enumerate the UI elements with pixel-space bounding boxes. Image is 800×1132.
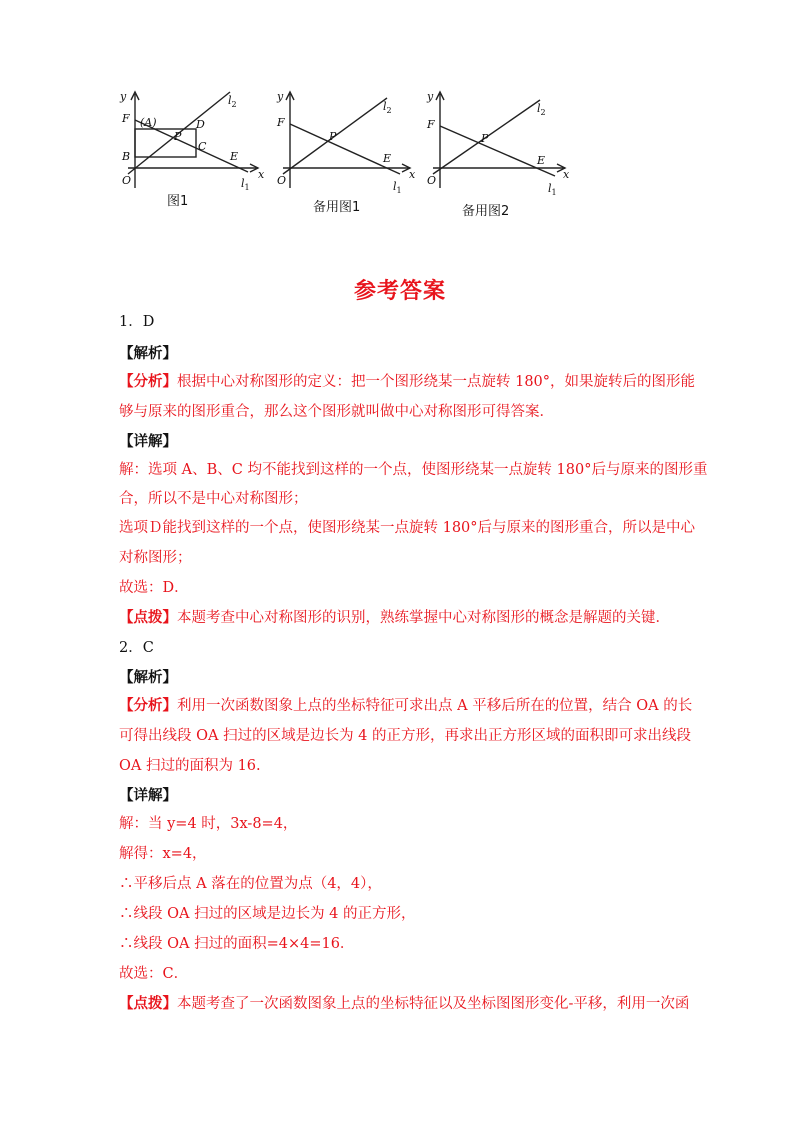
label-l1 bbox=[393, 180, 402, 195]
q1-xiangjie-heading: 【详解】 bbox=[119, 434, 177, 450]
page-title: 参考答案 bbox=[353, 279, 446, 304]
q1-fenxi-line-2: 够与原来的图形重合，那么这个图形就叫做中心对称图形可得答案． bbox=[119, 404, 554, 420]
caption-figure-backup-1: 备用图1 bbox=[313, 200, 361, 215]
label-c: C bbox=[198, 140, 207, 153]
q1-fenxi-text-1: 根据中心对称图形的定义：把一个图形绕某一点旋转 180°，如果旋转后的图形能 bbox=[177, 374, 696, 390]
label-y: y bbox=[427, 90, 434, 103]
q1-answer: 1．D bbox=[119, 314, 155, 330]
q1-dianbo-lead: 【点拨】 bbox=[119, 610, 177, 626]
q2-fenxi-text-1: 利用一次函数图象上点的坐标特征可求出点 A 平移后所在的位置，结合 OA 的长 bbox=[177, 698, 693, 714]
label-f: F bbox=[122, 112, 130, 125]
q1-dianbo-text: 本题考查中心对称图形的识别，熟练掌握中心对称图形的概念是解题的关键． bbox=[177, 610, 670, 626]
label-l2 bbox=[228, 94, 237, 109]
label-l2-letter: l bbox=[537, 102, 541, 115]
q1-detail-line-1: 解：选项 A、B、C 均不能找到这样的一个点，使图形绕某一点旋转 180°后与原来的图形重 bbox=[119, 462, 708, 478]
q2-detail-line-5: ∴线段 OA 扫过的面积=4×4=16． bbox=[119, 936, 355, 952]
label-l1-sub: 1 bbox=[396, 186, 402, 195]
label-o: O bbox=[122, 174, 132, 187]
label-x: x bbox=[409, 168, 416, 181]
label-a: (A) bbox=[140, 116, 157, 129]
label-b: B bbox=[122, 150, 131, 163]
line-l1 bbox=[290, 124, 400, 174]
q1-detail-line-3: 选项Ｄ能找到这样的一个点，使图形绕某一点旋转 180°后与原来的图形重合，所以是中心 bbox=[119, 520, 696, 536]
q2-jiexi-heading: 【解析】 bbox=[119, 670, 177, 686]
label-l2 bbox=[537, 102, 546, 117]
q2-detail-line-6: 故选：C． bbox=[119, 966, 189, 982]
label-e: E bbox=[537, 154, 546, 167]
label-e: E bbox=[383, 152, 392, 165]
q2-detail-line-1: 解：当 y=4 时，3x-8=4， bbox=[119, 816, 298, 832]
label-l2-letter: l bbox=[383, 100, 387, 113]
label-o: O bbox=[427, 174, 437, 187]
q2-dianbo-line bbox=[119, 992, 689, 1013]
label-l1 bbox=[241, 177, 250, 192]
label-l1-sub: 1 bbox=[244, 183, 250, 192]
label-l2 bbox=[383, 100, 392, 115]
label-x: x bbox=[258, 168, 265, 181]
q2-dianbo-text: 本题考查了一次函数图象上点的坐标特征以及坐标图图形变化-平移，利用一次函 bbox=[177, 996, 690, 1012]
label-y: y bbox=[277, 90, 284, 103]
q1-detail-line-5: 故选：D． bbox=[119, 580, 189, 596]
label-f: F bbox=[427, 118, 435, 131]
q2-fenxi-line-3: OA 扫过的面积为 16. bbox=[119, 758, 261, 774]
label-e: E bbox=[230, 150, 239, 163]
q2-dianbo-lead: 【点拨】 bbox=[119, 996, 177, 1012]
label-l1-sub: 1 bbox=[551, 188, 557, 197]
label-x: x bbox=[563, 168, 570, 181]
q1-detail-line-4: 对称图形； bbox=[119, 550, 192, 566]
label-l2-letter: l bbox=[228, 94, 232, 107]
label-l1 bbox=[548, 182, 557, 197]
q2-fenxi-line-1 bbox=[119, 694, 692, 715]
q2-fenxi-lead: 【分析】 bbox=[119, 698, 177, 714]
q2-xiangjie-heading: 【详解】 bbox=[119, 788, 177, 804]
q1-jiexi-heading: 【解析】 bbox=[119, 346, 177, 362]
q2-detail-line-4: ∴线段 OA 扫过的区域是边长为 4 的正方形， bbox=[119, 906, 416, 922]
label-l2-sub: 2 bbox=[231, 100, 237, 109]
q2-detail-line-2: 解得：x=4， bbox=[119, 846, 207, 862]
label-y: y bbox=[120, 90, 127, 103]
figure-backup-1 bbox=[265, 88, 425, 198]
label-l1-letter: l bbox=[393, 180, 397, 193]
label-f: F bbox=[277, 116, 285, 129]
caption-figure-1: 图1 bbox=[167, 194, 189, 209]
label-p: P bbox=[329, 130, 337, 143]
label-p: P bbox=[481, 132, 489, 145]
figures-row bbox=[110, 88, 580, 218]
q1-detail-line-2: 合，所以不是中心对称图形； bbox=[119, 491, 308, 507]
q2-fenxi-line-2: 可得出线段 OA 扫过的区域是边长为 4 的正方形，再求出正方形区域的面积即可求出线段 bbox=[119, 728, 692, 744]
label-l2-sub: 2 bbox=[386, 106, 392, 115]
q2-detail-line-3: ∴平移后点 A 落在的位置为点（4，4）， bbox=[119, 876, 382, 892]
label-o: O bbox=[277, 174, 287, 187]
label-l1-letter: l bbox=[241, 177, 245, 190]
label-d: D bbox=[196, 118, 205, 131]
figure-1 bbox=[110, 88, 270, 198]
q1-fenxi-lead: 【分析】 bbox=[119, 374, 177, 390]
q1-dianbo-line bbox=[119, 606, 670, 627]
label-p: P bbox=[174, 130, 182, 143]
label-l2-sub: 2 bbox=[540, 108, 546, 117]
q1-fenxi-line-1 bbox=[119, 370, 695, 391]
caption-figure-backup-2: 备用图2 bbox=[462, 204, 510, 219]
label-l1-letter: l bbox=[548, 182, 552, 195]
q2-answer: 2．C bbox=[119, 640, 154, 656]
figure-backup-2 bbox=[415, 88, 575, 198]
